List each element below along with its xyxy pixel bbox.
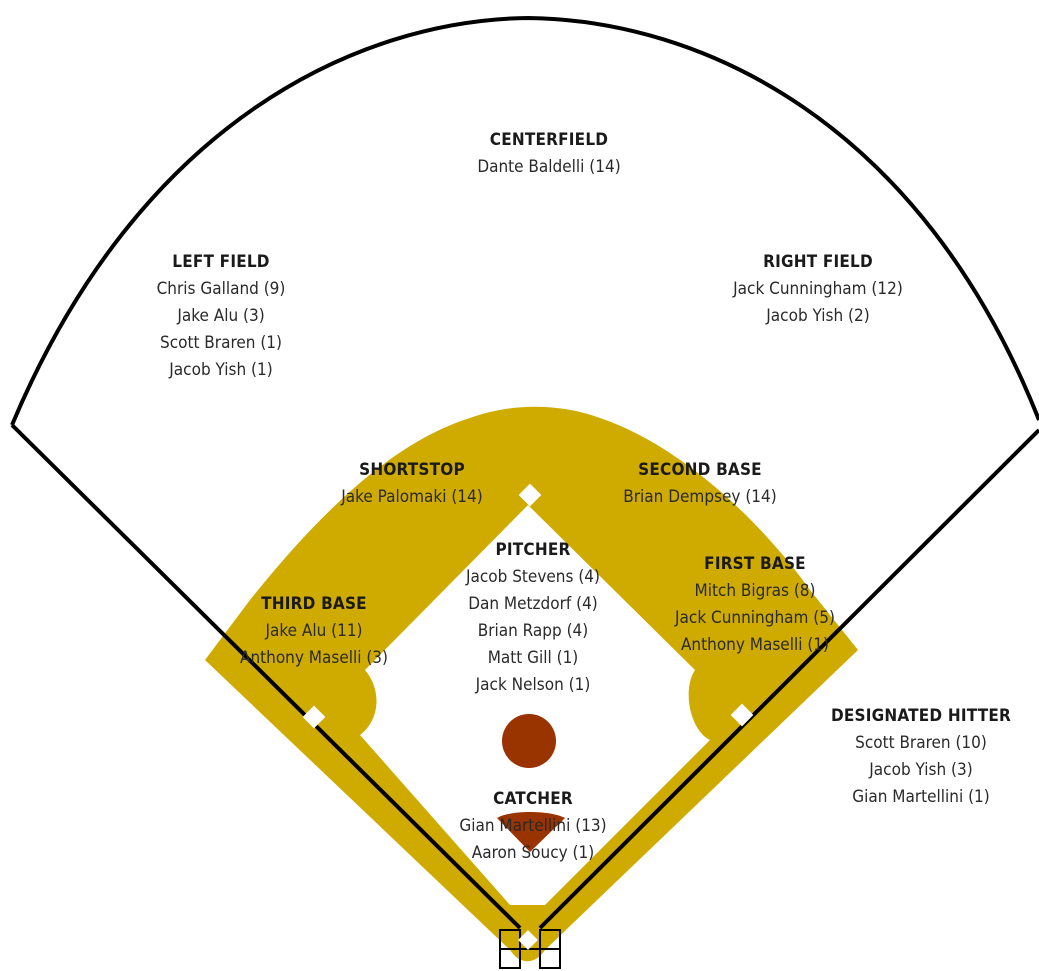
player-entry: Anthony Maselli (1): [680, 635, 830, 655]
position-centerfield: [477, 127, 620, 181]
position-first-base: [675, 551, 835, 659]
player-entry: Jake Alu (11): [265, 621, 363, 641]
player-entry: Jacob Stevens (4): [466, 567, 600, 587]
position-title: SHORTSTOP: [359, 460, 465, 480]
player-entry: Jacob Yish (2): [766, 306, 870, 326]
player-entry: Jake Alu (3): [177, 306, 265, 326]
player-entry: Jack Cunningham (5): [675, 608, 835, 628]
player-entry: Brian Dempsey (14): [623, 487, 777, 507]
player-entry: Gian Martellini (1): [852, 787, 990, 807]
player-entry: Jacob Yish (1): [169, 360, 273, 380]
player-entry: Jacob Yish (3): [869, 760, 973, 780]
position-third-base: [240, 591, 388, 672]
player-entry: Jack Cunningham (12): [733, 279, 903, 299]
player-entry: Jake Palomaki (14): [341, 487, 483, 507]
player-entry: Dante Baldelli (14): [477, 157, 621, 177]
position-second-base: [623, 457, 776, 511]
player-entry: Scott Braren (1): [159, 333, 283, 353]
position-right-field: [733, 249, 903, 330]
player-entry: Aaron Soucy (1): [471, 843, 595, 863]
position-title: THIRD BASE: [261, 594, 367, 614]
player-entry: Gian Martellini (13): [459, 816, 607, 836]
position-title: CATCHER: [493, 789, 573, 809]
player-entry: Dan Metzdorf (4): [468, 594, 598, 614]
player-entry: Jack Nelson (1): [475, 675, 591, 695]
pitchers-mound: [502, 714, 556, 768]
position-title: FIRST BASE: [704, 554, 806, 574]
position-catcher: [459, 786, 606, 867]
player-entry: Chris Galland (9): [156, 279, 286, 299]
player-entry: Matt Gill (1): [487, 648, 579, 668]
position-shortstop: [341, 457, 482, 511]
player-entry: Scott Braren (10): [855, 733, 987, 753]
position-title: DESIGNATED HITTER: [831, 706, 1011, 726]
position-title: LEFT FIELD: [172, 252, 270, 272]
position-title: SECOND BASE: [638, 460, 762, 480]
position-title: PITCHER: [495, 540, 571, 560]
position-left-field: [157, 249, 286, 384]
player-entry: Anthony Maselli (3): [239, 648, 389, 668]
position-title: RIGHT FIELD: [763, 252, 873, 272]
position-designated-hitter: [831, 703, 1011, 811]
player-entry: Brian Rapp (4): [477, 621, 589, 641]
position-pitcher: [466, 537, 600, 699]
player-entry: Mitch Bigras (8): [694, 581, 816, 601]
position-title: CENTERFIELD: [489, 130, 609, 150]
